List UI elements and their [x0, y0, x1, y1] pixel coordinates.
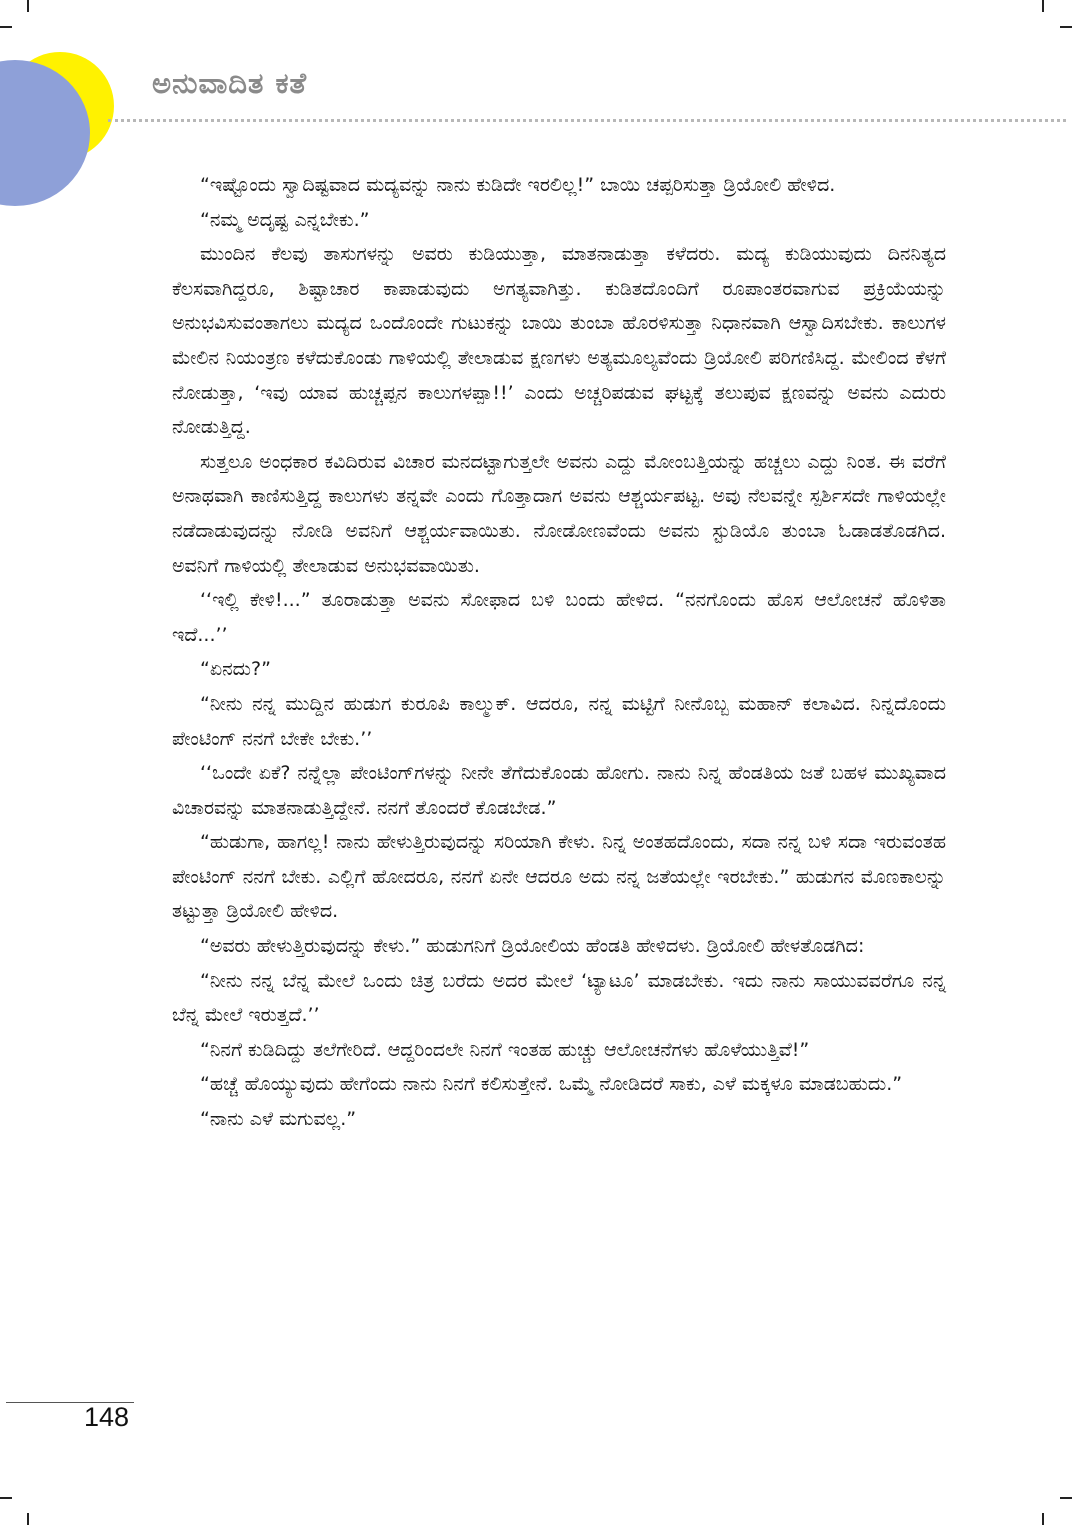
paragraph: “ಹುಡುಗಾ, ಹಾಗಲ್ಲ! ನಾನು ಹೇಳುತ್ತಿರುವುದನ್ನು ಸರಿಯಾಗಿ ಕೇಳು. ನಿನ್ನ ಅಂತಹದೊಂದು, ಸದಾ ನನ್ನ ಬಳಿ ಸದಾ ಇರುವಂತಹ ಪೇಂಟಿಂಗ್ ನನಗೆ ಬೇಕು. ಎಲ್ಲಿಗೆ ಹೋದರೂ, ನನಗೆ ಏನೇ ಆದರೂ ಅದು ನನ್ನ ಜತೆಯಲ್ಲೇ ಇರಬೇಕು.” ಹುಡುಗನ ಮೊಣಕಾಲನ್ನು ತಟ್ಟುತ್ತಾ ಡ್ರಿಯೋಲಿ ಹೇಳಿದ. — [172, 831, 946, 923]
crop-mark — [27, 0, 29, 12]
crop-mark — [1042, 1513, 1044, 1525]
crop-mark — [0, 1497, 12, 1499]
crop-mark — [1060, 26, 1072, 28]
story-text — [172, 168, 946, 1137]
paragraph: ಸುತ್ತಲೂ ಅಂಧಕಾರ ಕವಿದಿರುವ ವಿಚಾರ ಮನದಟ್ಟಾಗುತ್ತಲೇ ಅವನು ಎದ್ದು ಮೋಂಬತ್ತಿಯನ್ನು ಹಚ್ಚಲು ಎದ್ದು ನಿಂತ. ಈ ವರೆಗೆ ಅನಾಥವಾಗಿ ಕಾಣಿಸುತ್ತಿದ್ದ ಕಾಲುಗಳು ತನ್ನವೇ ಎಂದು ಗೊತ್ತಾದಾಗ ಅವನು ಆಶ್ಚರ್ಯಪಟ್ಟ. ಅವು ನೆಲವನ್ನೇ ಸ್ಪರ್ಶಿಸದೇ ಗಾಳಿಯಲ್ಲೇ ನಡೆದಾಡುವುದನ್ನು ನೋಡಿ ಅವನಿಗೆ ಆಶ್ಚರ್ಯವಾಯಿತು. ನೋಡೋಣವೆಂದು ಅವನು ಸ್ಟುಡಿಯೊ ತುಂಬಾ ಓಡಾಡತೊಡಗಿದ. ಅವನಿಗೆ ಗಾಳಿಯಲ್ಲಿ ತೇಲಾಡುವ ಅನುಭವವಾಯಿತು. — [172, 450, 946, 577]
paragraph: “ಹಚ್ಚೆ ಹೊಯ್ಯುವುದು ಹೇಗೆಂದು ನಾನು ನಿನಗೆ ಕಲಿಸುತ್ತೇನೆ. ಒಮ್ಮೆ ನೋಡಿದರೆ ಸಾಕು, ಎಳೆ ಮಕ್ಕಳೂ ಮಾಡಬಹುದು.” — [200, 1073, 903, 1096]
paragraph: “ಅವರು ಹೇಳುತ್ತಿರುವುದನ್ನು ಕೇಳು.” ಹುಡುಗನಿಗೆ ಡ್ರಿಯೋಲಿಯ ಹೆಂಡತಿ ಹೇಳಿದಳು. ಡ್ರಿಯೋಲಿ ಹೇಳತೊಡಗಿದ: — [200, 935, 865, 958]
paragraph: ‘‘ಒಂದೇ ಏಕೆ? ನನ್ನೆಲ್ಲಾ ಪೇಂಟಿಂಗ್‌ಗಳನ್ನು ನೀನೇ ತೆಗೆದುಕೊಂಡು ಹೋಗು. ನಾನು ನಿನ್ನ ಹೆಂಡತಿಯ ಜತೆ ಬಹಳ ಮುಖ್ಯವಾದ ವಿಚಾರವನ್ನು ಮಾತನಾಡುತ್ತಿದ್ದೇನೆ. ನನಗೆ ತೊಂದರೆ ಕೊಡಬೇಡ.” — [172, 762, 946, 819]
crop-mark — [27, 1513, 29, 1525]
crop-mark — [0, 26, 12, 28]
paragraph: “ಇಷ್ಟೊಂದು ಸ್ವಾದಿಷ್ಟವಾದ ಮದ್ಯವನ್ನು ನಾನು ಕುಡಿದೇ ಇರಲಿಲ್ಲ!” ಬಾಯಿ ಚಪ್ಪರಿಸುತ್ತಾ ಡ್ರಿಯೋಲಿ ಹೇಳಿದ. — [200, 174, 836, 196]
paragraph: “ನಿನಗೆ ಕುಡಿದಿದ್ದು ತಲೆಗೇರಿದೆ. ಆದ್ದರಿಂದಲೇ ನಿನಗೆ ಇಂತಹ ಹುಚ್ಚು ಆಲೋಚನೆಗಳು ಹೊಳೆಯುತ್ತಿವೆ!” — [200, 1038, 810, 1061]
crop-mark — [1060, 1497, 1072, 1499]
paragraph: ‘‘ಇಲ್ಲಿ ಕೇಳಿ!...” ತೂರಾಡುತ್ತಾ ಅವನು ಸೋಫಾದ ಬಳಿ ಬಂದು ಹೇಳಿದ. “ನನಗೊಂದು ಹೊಸ ಆಲೋಚನೆ ಹೊಳಿತಾ ಇದೆ...’’ — [172, 589, 946, 646]
paragraph: “ನಮ್ಮ ಅದೃಷ್ಟ ಎನ್ನಬೇಕು.” — [200, 208, 370, 231]
paragraph: “ನೀನು ನನ್ನ ಬೆನ್ನ ಮೇಲೆ ಒಂದು ಚಿತ್ರ ಬರೆದು ಅದರ ಮೇಲೆ ‘ಟ್ಯಾಟೂ’ ಮಾಡಬೇಕು. ಇದು ನಾನು ಸಾಯುವವರೆಗೂ ನನ್ನ ಬೆನ್ನ ಮೇಲೆ ಇರುತ್ತದೆ.’’ — [172, 969, 946, 1027]
paragraph: “ನಾನು ಎಳೆ ಮಗುವಲ್ಲ.” — [200, 1108, 357, 1131]
crop-mark — [1042, 0, 1044, 12]
paragraph: “ಏನದು?” — [200, 658, 271, 681]
paragraph: “ನೀನು ನನ್ನ ಮುದ್ದಿನ ಹುಡುಗ ಕುರೂಪಿ ಕಾಲ್ಮುಕ್. ಆದರೂ, ನನ್ನ ಮಟ್ಟಿಗೆ ನೀನೊಬ್ಬ ಮಹಾನ್ ಕಲಾವಿದ. ನಿನ್ನದೊಂದು ಪೇಂಟಿಂಗ್ ನನಗೆ ಬೇಕೇ ಬೇಕು.’’ — [172, 692, 946, 750]
paragraph: ಮುಂದಿನ ಕೆಲವು ತಾಸುಗಳನ್ನು ಅವರು ಕುಡಿಯುತ್ತಾ, ಮಾತನಾಡುತ್ತಾ ಕಳೆದರು. ಮದ್ಯ ಕುಡಿಯುವುದು ದಿನನಿತ್ಯದ ಕೆಲಸವಾಗಿದ್ದರೂ, ಶಿಷ್ಟಾಚಾರ ಕಾಪಾಡುವುದು ಅಗತ್ಯವಾಗಿತ್ತು. ಕುಡಿತದೊಂದಿಗೆ ರೂಪಾಂತರವಾಗುವ ಪ್ರಕ್ರಿಯೆಯನ್ನು ಅನುಭವಿಸುವಂತಾಗಲು ಮದ್ಯದ ಒಂದೊಂದೇ ಗುಟುಕನ್ನು ಬಾಯಿ ತುಂಬಾ ಹೊರಳಿಸುತ್ತಾ ನಿಧಾನವಾಗಿ ಆಸ್ವಾದಿಸಬೇಕು. ಕಾಲುಗಳ ಮೇಲಿನ ನಿಯಂತ್ರಣ ಕಳೆದುಕೊಂಡು ಗಾಳಿಯಲ್ಲಿ ತೇಲಾಡುವ ಕ್ಷಣಗಳು ಅತ್ಯಮೂಲ್ಯವೆಂದು ಡ್ರಿಯೋಲಿ ಪರಿಗಣಿಸಿದ್ದ. ಮೇಲಿಂದ ಕೆಳಗೆ ನೋಡುತ್ತಾ, ‘ಇವು ಯಾವ ಹುಚ್ಚಪ್ಪನ ಕಾಲುಗಳಪ್ಪಾ!!’ ಎಂದು ಅಚ್ಚರಿಪಡುವ ಘಟ್ಟಕ್ಕೆ ತಲುಪುವ ಕ್ಷಣವನ್ನು ಅವನು ಎದುರು ನೋಡುತ್ತಿದ್ದ. — [172, 243, 946, 439]
dotted-divider — [108, 119, 1066, 122]
page-number: 148 — [84, 1402, 130, 1432]
section-title: ಅನುವಾದಿತ ಕತೆ — [152, 66, 308, 100]
